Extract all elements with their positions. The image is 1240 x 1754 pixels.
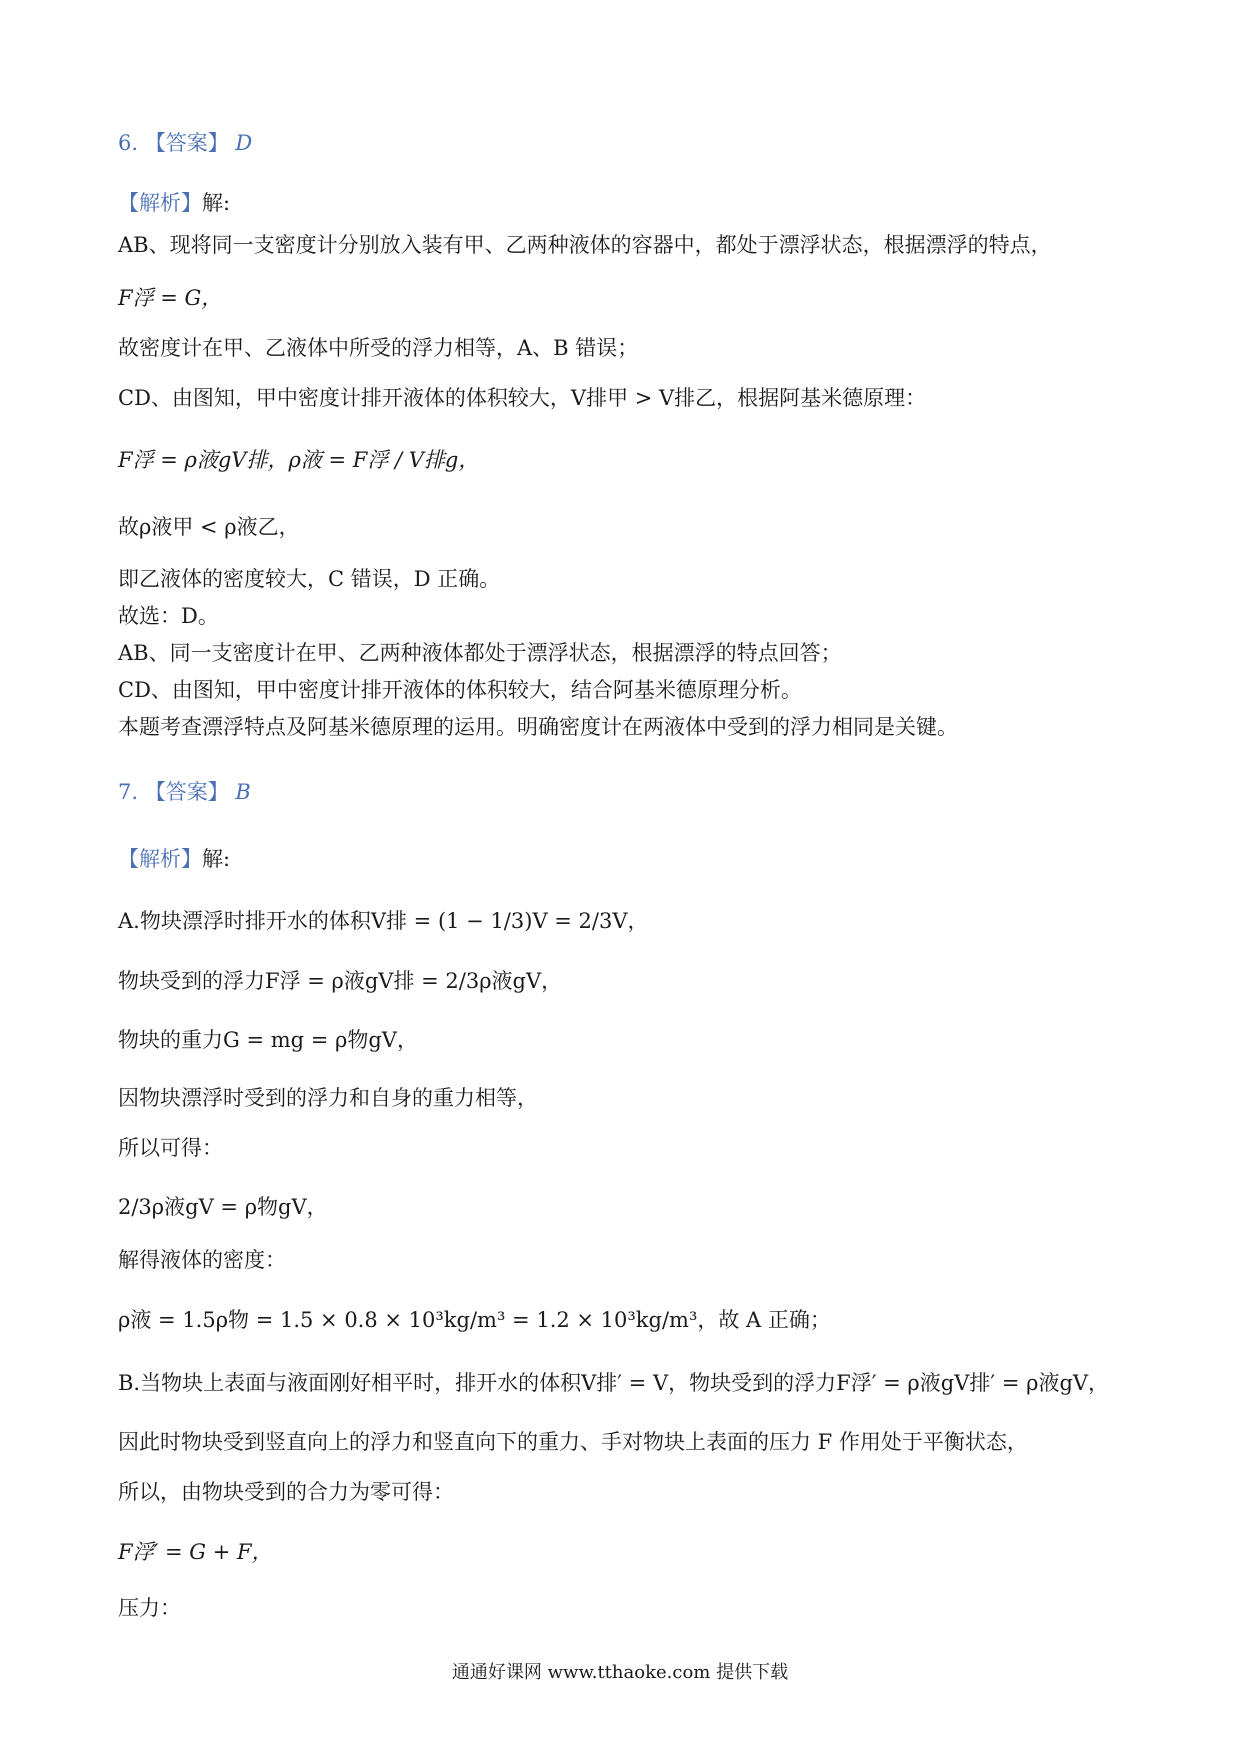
q7-line-5: 所以可得： bbox=[118, 1136, 223, 1160]
q7-line-9: B.当物块上表面与液面刚好相平时，排开水的体积V排′ = V，物块受到的浮力F浮′ = ρ液gV排′ = ρ液gV， bbox=[118, 1371, 1110, 1395]
q6-number: 6. bbox=[118, 131, 139, 155]
q6-line-8: 故选：D。 bbox=[118, 604, 219, 628]
q6-line-2: F浮 = G， bbox=[118, 286, 223, 310]
q6-line-3: 故密度计在甲、乙液体中所受的浮力相等，A、B 错误； bbox=[118, 336, 639, 360]
q7-line-12: F浮′ = G + F， bbox=[118, 1540, 273, 1564]
q7-line-4: 因物块漂浮时受到的浮力和自身的重力相等， bbox=[118, 1086, 538, 1110]
q6-line-9: AB、同一支密度计在甲、乙两种液体都处于漂浮状态，根据漂浮的特点回答； bbox=[118, 641, 842, 665]
q7-answer-value: B bbox=[235, 780, 251, 804]
q7-line-13: 压力： bbox=[118, 1596, 181, 1620]
q6-analysis-header bbox=[118, 188, 230, 218]
q7-line-8: ρ液 = 1.5ρ物 = 1.5 × 0.8 × 10³kg/m³ = 1.2 × 10³kg/m³，故 A 正确； bbox=[118, 1308, 831, 1332]
q7-line-10: 因此时物块受到竖直向上的浮力和竖直向下的重力、手对物块上表面的压力 F 作用处于平衡状态， bbox=[118, 1430, 1028, 1454]
page-footer: 通通好课网 www.tthaoke.com 提供下载 bbox=[451, 1662, 789, 1683]
q7-number: 7. bbox=[118, 780, 139, 804]
q7-answer-tag: 【答案】 bbox=[144, 780, 229, 804]
q7-solve-label: 解: bbox=[202, 847, 231, 871]
q6-line-6: 故ρ液甲 < ρ液乙， bbox=[118, 515, 300, 539]
q6-solve-label: 解: bbox=[202, 191, 231, 215]
q6-answer-header bbox=[118, 128, 252, 158]
q6-line-5: F浮 = ρ液gV排，ρ液 = F浮 / V排g， bbox=[118, 448, 480, 472]
q6-line-10: CD、由图知，甲中密度计排开液体的体积较大，结合阿基米德原理分析。 bbox=[118, 678, 802, 702]
q7-answer-header bbox=[118, 777, 251, 807]
q7-line-1: A.物块漂浮时排开水的体积V排 = (1 − 1/3)V = 2/3V， bbox=[118, 909, 649, 933]
q7-line-11: 所以，由物块受到的合力为零可得： bbox=[118, 1480, 454, 1504]
q6-analysis-tag: 【解析】 bbox=[118, 191, 202, 215]
q6-line-7: 即乙液体的密度较大，C 错误，D 正确。 bbox=[118, 567, 501, 591]
q6-answer-value: D bbox=[235, 131, 253, 155]
q7-analysis-tag: 【解析】 bbox=[118, 847, 202, 871]
q6-line-11: 本题考查漂浮特点及阿基米德原理的运用。明确密度计在两液体中受到的浮力相同是关键。 bbox=[118, 715, 958, 739]
q7-line-6: 2/3ρ液gV = ρ物gV， bbox=[118, 1195, 328, 1219]
q7-analysis-header bbox=[118, 844, 230, 874]
q7-line-7: 解得液体的密度： bbox=[118, 1248, 286, 1272]
q7-line-3: 物块的重力G = mg = ρ物gV， bbox=[118, 1028, 418, 1052]
q6-answer-tag: 【答案】 bbox=[144, 131, 229, 155]
q7-line-2: 物块受到的浮力F浮 = ρ液gV排 = 2/3ρ液gV， bbox=[118, 969, 563, 993]
q6-line-1: AB、现将同一支密度计分别放入装有甲、乙两种液体的容器中，都处于漂浮状态，根据漂浮的特点， bbox=[118, 233, 1052, 257]
q6-line-4: CD、由图知，甲中密度计排开液体的体积较大，V排甲 > V排乙，根据阿基米德原理： bbox=[118, 386, 927, 410]
